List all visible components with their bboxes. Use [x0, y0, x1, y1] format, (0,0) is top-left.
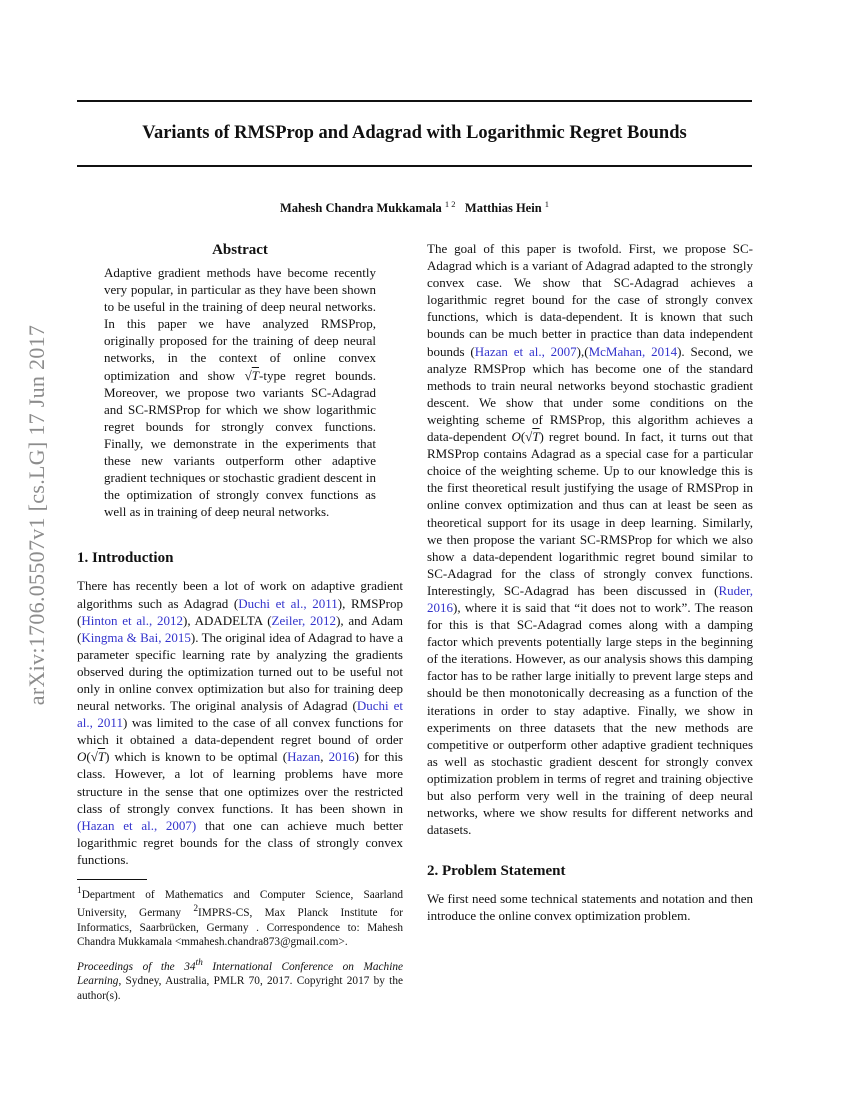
citation-link[interactable]: Hazan — [287, 749, 321, 765]
introduction-paragraph: There has recently been a lot of work on adaptive gradient algorithms such as Adagrad (Duchi et al., 2011), RMSProp (Hinton et al., 2012), ADADELTA (Zeiler, 2012), and Adam (Kingma & Bai, 2015). The original idea of Adagrad to have a parameter specific learning rate by analyzing the gradients observed during the optimization turned out to be useful not only in online convex optimization but also for training deep neural networks. The original analysis of Adagrad (Duchi et al., 2011) was limited to the case of all convex functions for which it obtained a data-dependent regret bound of order O(√T) which is known to be optimal (Hazan, 2016) for this class. However, a lot of learning problems have more structure in the sense that one optimizes over the restricted class of strongly convex functions. It has been shown in (Hazan et al., 2007) that one can achieve much better logarithmic regret bounds for the class of strongly convex functions. — [77, 578, 404, 867]
goal-paragraph: The goal of this paper is twofold. First, we propose SC-Adagrad which is a variant of Adagrad adapted to the strongly convex case. We show that SC-Adagrad achieves a logarithmic regret bound for the case of strongly convex functions, which is data-dependent. It is known that such bounds can be much better in practice than data independent bounds (Hazan et al., 2007),(McMahan, 2014). Second, we analyze RMSProp which has become one of the standard methods to train neural networks beyond stochastic gradient descent. We show that under some conditions on the weighting scheme of RMSProp, this algorithm achieves a data-dependent O(√T) regret bound. In fact, it turns out that RMSProp contains Adagrad as a special case for a particular choice of the weighting scheme. Up to our knowledge this is the first theoretical result justifying the usage of RMSProp in online convex optimization and thus can at least be seen as theoretical support for its usage in deep learning. Similarly, we then propose the variant SC-RMSProp for which we also show a data-dependent logarithmic regret bound similar to SC-Adagrad for the class of strongly convex functions. Interestingly, SC-Adagrad has been discussed in (Ruder, 2016), where it is said that “it does not to work”. The reason for this is that SC-Adagrad comes along with a damping factor which prevents potentially large steps in the beginning of the iterations. However, as our analysis shows this damping factor has to be rather large initially to prevent large steps and should be then monotonically decreasing as a function of the iterations in order to stay adaptive. Finally, we show in experiments on three datasets that the new methods are competitive or outperform other adaptive gradient techniques as well as stochastic gradient descent for strongly convex optimization problem in terms of regret and training objective but also perform very well in the training of deep neural networks, where we show results for different networks and datasets. — [427, 241, 754, 838]
math-variable: T — [532, 429, 540, 445]
abstract-heading: Abstract — [212, 242, 268, 258]
citation-link[interactable]: Duchi et al., 2011 — [238, 595, 338, 611]
sqrt-symbol: √ — [90, 749, 98, 765]
affiliation-footnote: $^1$Department of Mathematics and Computer Science, Saarland University, Germany $^2$IMPRS-CS, Max Planck Institute for Informatics, Saarbrücken, Germany . Correspondence to: Mahesh Chandra Mukkamala <mmahesh.chandra873@gmail.com>. — [77, 879, 403, 950]
math-variable: T — [97, 749, 106, 765]
citation-link[interactable]: Kingma & Bai, 2015 — [81, 629, 191, 645]
citation-link[interactable]: Duchi et al., 2011 — [77, 698, 403, 731]
citation-link[interactable]: (Hazan et al., 2007) — [77, 817, 197, 833]
problem-paragraph: We first need some technical statements and notation and then introduce the online convex optimization problem. — [427, 891, 753, 924]
author-name: Mahesh Chandra Mukkamala — [279, 201, 442, 216]
title-bottom-rule — [77, 165, 752, 167]
title-top-rule — [77, 100, 752, 102]
footnote-rule — [77, 879, 147, 880]
author-list — [77, 196, 752, 217]
paper-title: Variants of RMSProp and Adagrad with Logarithmic Regret Bounds — [142, 123, 687, 143]
citation-link[interactable]: Zeiler, 2012 — [271, 612, 337, 628]
math-variable: T — [251, 367, 260, 383]
sqrt-symbol: √ — [244, 367, 252, 383]
section-heading-introduction: 1. Introduction — [77, 550, 174, 567]
right-column — [427, 240, 753, 924]
citation-link[interactable]: 2016 — [328, 749, 355, 765]
citation-link[interactable]: Hinton et al., 2012 — [81, 612, 183, 628]
author-affiliation: 1 — [544, 199, 550, 209]
math-variable: O — [511, 429, 521, 445]
citation-link[interactable]: Ruder, 2016 — [427, 582, 753, 615]
math-variable: O — [77, 749, 87, 765]
author-affiliation: 1 2 — [444, 199, 456, 209]
section-heading-problem-statement: 2. Problem Statement — [427, 863, 566, 880]
citation-link[interactable]: McMahan, 2014 — [588, 343, 678, 359]
sqrt-symbol: √ — [525, 429, 533, 445]
author-name: Matthias Hein — [464, 201, 542, 216]
abstract-body: Adaptive gradient methods have become recently very popular, in particular as they have been shown to be useful in the training of deep neural networks. In this paper we have analyzed RMSProp, originally proposed for the training of deep neural networks, in the context of online convex optimization and show √T-type regret bounds. Moreover, we propose two variants SC-Adagrad and SC-RMSProp for which we show logarithmic regret bounds for strongly convex functions. Finally, we demonstrate in the experiments that these new variants outperform other adaptive gradient techniques or stochastic gradient descent in the optimization of strongly convex functions as well as in training of deep neural networks. — [104, 265, 376, 520]
arxiv-identifier: arXiv:1706.05507v1 [cs.LG] 17 Jun 2017 — [24, 324, 49, 706]
proceedings-note: Proceedings of the 34th International Conference on Machine Learning, Sydney, Australia, PMLR 70, 2017. Copyright 2017 by the author(s). — [77, 958, 403, 1002]
left-column — [77, 240, 403, 868]
citation-link[interactable]: Hazan et al., 2007 — [474, 343, 577, 359]
